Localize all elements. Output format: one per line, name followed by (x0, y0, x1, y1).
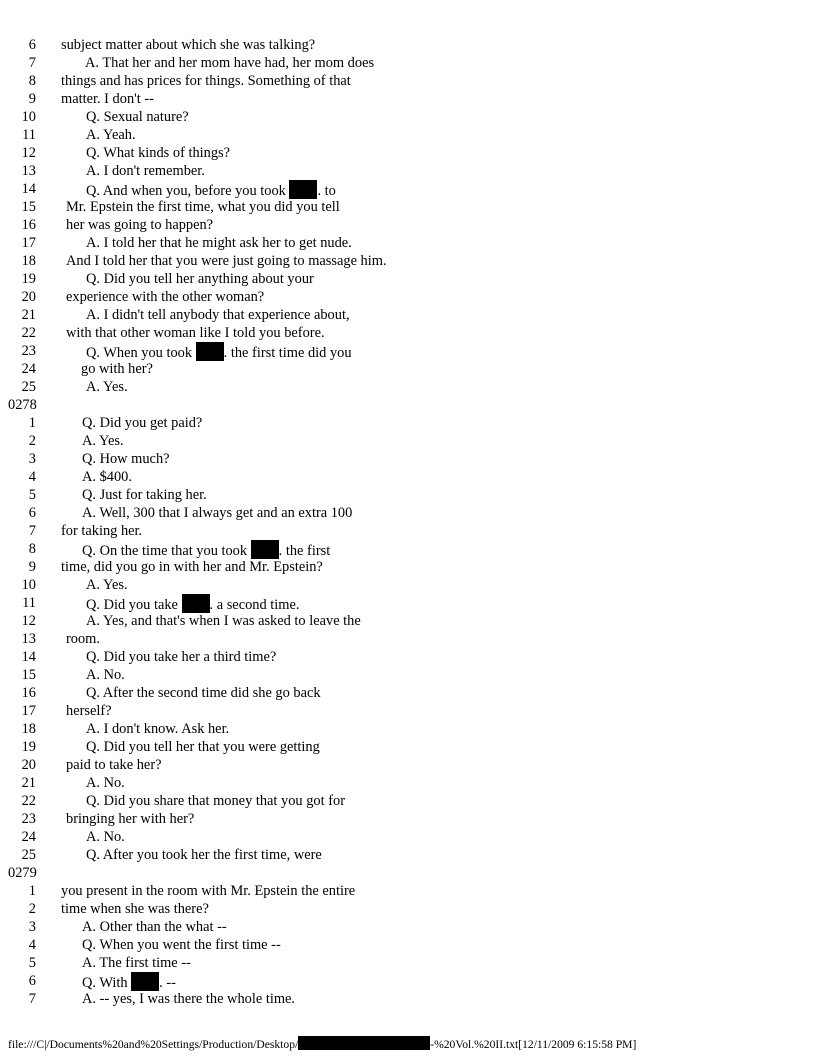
text-run: Q. Did you share that money that you got for (86, 793, 345, 809)
line-text (61, 900, 209, 918)
line-number: 14 (21, 181, 36, 197)
line-text (86, 126, 136, 144)
text-run: A. The first time -- (82, 955, 191, 971)
text-run: . the first (278, 543, 331, 559)
text-run: Q. How much? (82, 451, 170, 467)
line-text (66, 216, 213, 234)
text-run: matter. I don't -- (61, 91, 154, 107)
line-text (86, 234, 352, 252)
line-number: 3 (28, 451, 36, 467)
line-number: 20 (21, 289, 36, 305)
text-run: . to (317, 183, 336, 199)
text-run: Q. Did you take her a third time? (86, 649, 277, 665)
line-text (86, 270, 314, 288)
text-run: bringing her with her? (66, 811, 195, 827)
text-run: subject matter about which she was talking? (61, 37, 316, 53)
line-number: 12 (21, 613, 36, 629)
line-number: 17 (21, 703, 36, 719)
text-run: A. I don't know. Ask her. (86, 721, 230, 737)
text-run: A. Yes, and that's when I was asked to leave the (86, 613, 361, 629)
line-text (66, 630, 100, 648)
line-number: 7 (28, 991, 36, 1007)
text-run: you present in the room with Mr. Epstein the entire (61, 883, 356, 899)
line-number: 18 (21, 253, 36, 269)
footer-path-suffix: -%20Vol.%20II.txt[12/11/2009 6:15:58 PM] (430, 1038, 637, 1051)
text-run: A. Well, 300 that I always get and an extra 100 (82, 505, 353, 521)
line-number: 19 (21, 739, 36, 755)
line-text (66, 288, 264, 306)
line-text (66, 252, 387, 270)
line-number: 24 (21, 829, 36, 845)
line-number: 5 (28, 487, 36, 503)
line-number: 24 (21, 361, 36, 377)
text-run: Q. Did you get paid? (82, 415, 203, 431)
text-run: Q. What kinds of things? (86, 145, 231, 161)
text-run: Q. Did you tell her that you were getting (86, 739, 320, 755)
text-run: Mr. Epstein the first time, what you did you tell (66, 199, 340, 215)
page-number: 0278 (8, 397, 37, 413)
line-number: 2 (28, 901, 36, 917)
line-text (86, 846, 322, 864)
line-text (82, 972, 176, 992)
line-text (86, 612, 361, 630)
line-text (66, 756, 162, 774)
line-number: 21 (21, 307, 36, 323)
text-run: . the first time did you (223, 345, 352, 361)
text-run: Q. Did you tell her anything about your (86, 271, 314, 287)
line-number: 4 (28, 469, 36, 485)
text-run: Q. On the time that you took (82, 543, 251, 559)
line-text (82, 450, 170, 468)
line-text (86, 684, 321, 702)
line-text (86, 306, 350, 324)
line-number: 21 (21, 775, 36, 791)
line-text (86, 144, 230, 162)
line-number: 13 (21, 163, 36, 179)
line-text (86, 738, 320, 756)
line-number: 15 (21, 199, 36, 215)
line-number: 9 (28, 559, 36, 575)
line-text (61, 558, 323, 576)
text-run: A. Yes. (86, 577, 128, 593)
text-run: Q. With (82, 975, 132, 991)
text-run: Q. Sexual nature? (86, 109, 189, 125)
line-text (82, 936, 281, 954)
line-text (86, 828, 125, 846)
line-number: 11 (22, 595, 36, 611)
page-number: 0279 (8, 865, 37, 881)
text-run: Q. Did you take (86, 597, 182, 613)
line-number: 3 (28, 919, 36, 935)
text-run: . -- (159, 975, 176, 991)
text-run: for taking her. (61, 523, 143, 539)
line-number: 10 (21, 577, 36, 593)
line-number: 9 (28, 91, 36, 107)
text-run: with that other woman like I told you before. (66, 325, 325, 341)
line-number: 10 (21, 109, 36, 125)
text-run: Q. After you took her the first time, were (86, 847, 322, 863)
text-run: And I told her that you were just going to massage him. (66, 253, 387, 269)
text-run: A. Other than the what -- (82, 919, 227, 935)
line-number: 16 (21, 217, 36, 233)
text-run: . a second time. (209, 597, 300, 613)
text-run: time when she was there? (61, 901, 209, 917)
line-text (82, 990, 295, 1008)
line-text (66, 702, 112, 720)
text-run: Q. When you took (86, 345, 196, 361)
line-number: 23 (21, 811, 36, 827)
text-run: A. No. (86, 829, 125, 845)
line-number: 7 (28, 55, 36, 71)
line-number: 23 (21, 343, 36, 359)
text-run: her was going to happen? (66, 217, 214, 233)
text-run: room. (66, 631, 100, 647)
text-run: A. Yeah. (86, 127, 136, 143)
line-number: 5 (28, 955, 36, 971)
line-number: 25 (21, 847, 36, 863)
file-path-footer (8, 1036, 636, 1053)
text-run: A. That her and her mom have had, her mom does (85, 55, 375, 71)
line-text (82, 432, 124, 450)
line-number: 6 (28, 37, 36, 53)
line-number: 18 (21, 721, 36, 737)
line-number: 12 (21, 145, 36, 161)
line-number: 14 (21, 649, 36, 665)
text-run: A. $400. (82, 469, 132, 485)
line-number: 8 (28, 541, 36, 557)
line-number: 13 (21, 631, 36, 647)
line-number: 25 (21, 379, 36, 395)
redaction-block (251, 540, 279, 559)
line-text (86, 180, 336, 200)
redaction-block (196, 342, 224, 361)
line-number: 4 (28, 937, 36, 953)
line-text (86, 720, 229, 738)
line-text (86, 342, 352, 362)
line-number: 20 (21, 757, 36, 773)
text-run: time, did you go in with her and Mr. Epstein? (61, 559, 323, 575)
line-text (86, 162, 205, 180)
text-run: A. I didn't tell anybody that experience about, (86, 307, 350, 323)
line-text (86, 648, 276, 666)
line-text (86, 378, 128, 396)
redaction-block (298, 1036, 430, 1050)
line-text (61, 90, 154, 108)
text-run: A. -- yes, I was there the whole time. (82, 991, 295, 1007)
line-text (86, 792, 345, 810)
line-text (66, 324, 325, 342)
text-run: A. No. (86, 667, 125, 683)
line-text (86, 594, 299, 614)
line-text (66, 198, 340, 216)
line-number: 19 (21, 271, 36, 287)
line-text (82, 954, 191, 972)
text-run: Q. When you went the first time -- (82, 937, 281, 953)
line-text (61, 72, 351, 90)
line-number: 22 (21, 325, 36, 341)
footer-path-prefix: file:///C|/Documents%20and%20Settings/Production/Desktop/ (8, 1038, 299, 1051)
text-run: things and has prices for things. Something of that (61, 73, 351, 89)
redaction-block (289, 180, 317, 199)
line-text (61, 882, 355, 900)
redaction-block (131, 972, 159, 991)
line-text (85, 54, 374, 72)
line-number: 1 (28, 415, 36, 431)
text-run: A. Yes. (86, 379, 128, 395)
line-text (86, 774, 125, 792)
line-text (66, 810, 194, 828)
redaction-block (182, 594, 210, 613)
line-number: 17 (21, 235, 36, 251)
line-text (82, 504, 352, 522)
line-number: 1 (28, 883, 36, 899)
line-text (61, 522, 142, 540)
text-run: A. I told her that he might ask her to get nude. (86, 235, 352, 251)
line-text (82, 414, 202, 432)
text-run: paid to take her? (66, 757, 162, 773)
line-number: 6 (28, 973, 36, 989)
line-number: 7 (28, 523, 36, 539)
line-text (61, 36, 315, 54)
line-text (86, 576, 128, 594)
line-text (86, 666, 125, 684)
line-text (82, 540, 330, 560)
text-run: go with her? (81, 361, 153, 377)
line-number: 6 (28, 505, 36, 521)
line-number: 22 (21, 793, 36, 809)
text-run: A. Yes. (82, 433, 124, 449)
text-run: A. I don't remember. (86, 163, 205, 179)
line-text (81, 360, 153, 378)
line-number: 11 (22, 127, 36, 143)
line-number: 16 (21, 685, 36, 701)
text-run: experience with the other woman? (66, 289, 265, 305)
line-text (86, 108, 189, 126)
text-run: Q. After the second time did she go back (86, 685, 321, 701)
text-run: Q. Just for taking her. (82, 487, 207, 503)
line-number: 15 (21, 667, 36, 683)
line-number: 2 (28, 433, 36, 449)
line-number: 8 (28, 73, 36, 89)
text-run: Q. And when you, before you took (86, 183, 290, 199)
line-text (82, 468, 132, 486)
text-run: herself? (66, 703, 112, 719)
line-text (82, 486, 207, 504)
line-text (82, 918, 227, 936)
text-run: A. No. (86, 775, 125, 791)
